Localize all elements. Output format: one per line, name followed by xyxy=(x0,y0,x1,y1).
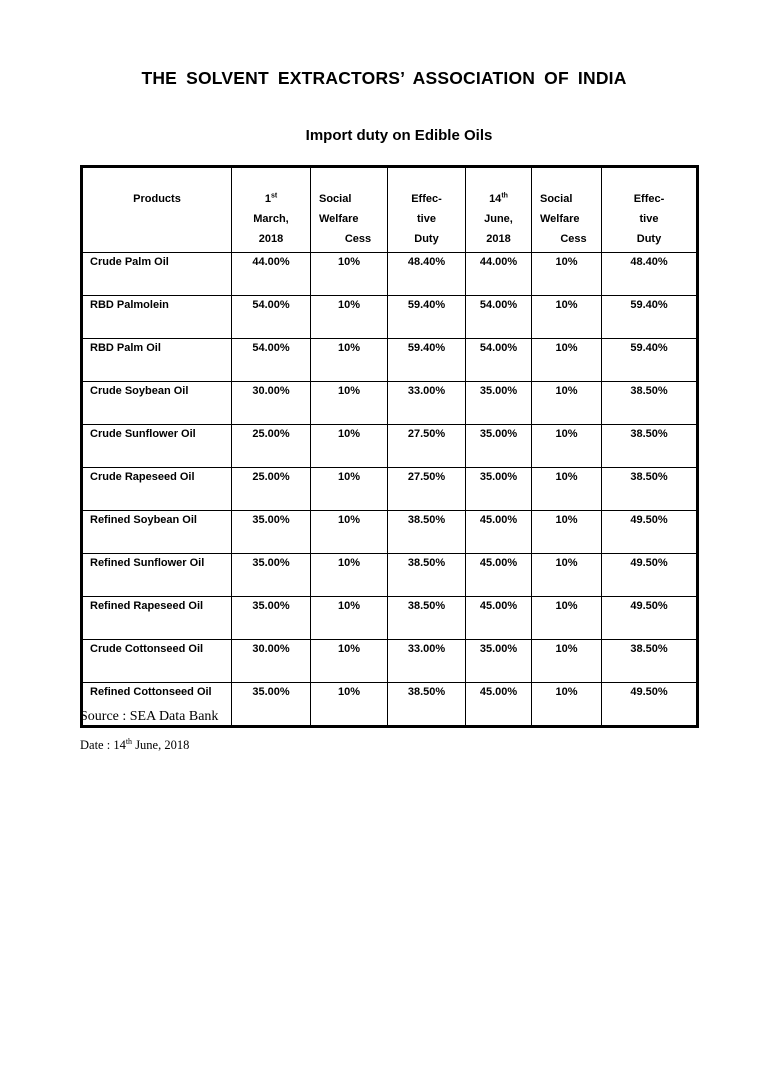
date-note: Date : 14th June, 2018 xyxy=(80,736,190,752)
cell-cess2: 10% xyxy=(532,511,602,554)
table-row xyxy=(82,511,698,554)
cell-eff2: 49.50% xyxy=(602,683,698,727)
header-social-welfare-cess-2: Social Welfare Cess xyxy=(532,167,602,253)
cell-eff1: 33.00% xyxy=(388,382,466,425)
cell-june: 45.00% xyxy=(466,683,532,727)
cell-cess1: 10% xyxy=(311,382,388,425)
cell-march: 54.00% xyxy=(232,339,311,382)
header-social-welfare-cess-1: Social Welfare Cess xyxy=(311,167,388,253)
source-note: Source : SEA Data Bank xyxy=(80,709,219,724)
cell-product: Crude Soybean Oil xyxy=(82,382,232,425)
table-row xyxy=(82,382,698,425)
cell-march: 25.00% xyxy=(232,425,311,468)
cell-eff1: 59.40% xyxy=(388,296,466,339)
header-products: Products xyxy=(82,167,232,253)
cell-cess2: 10% xyxy=(532,554,602,597)
cell-cess1: 10% xyxy=(311,554,388,597)
cell-cess2: 10% xyxy=(532,683,602,727)
cell-march: 35.00% xyxy=(232,554,311,597)
cell-eff1: 33.00% xyxy=(388,640,466,683)
cell-cess2: 10% xyxy=(532,296,602,339)
cell-product: Crude Cottonseed Oil xyxy=(82,640,232,683)
cell-june: 45.00% xyxy=(466,597,532,640)
cell-march: 30.00% xyxy=(232,640,311,683)
cell-cess2: 10% xyxy=(532,253,602,296)
import-duty-table xyxy=(80,165,699,728)
cell-march: 35.00% xyxy=(232,511,311,554)
cell-product: Crude Rapeseed Oil xyxy=(82,468,232,511)
cell-cess1: 10% xyxy=(311,425,388,468)
cell-june: 54.00% xyxy=(466,296,532,339)
cell-cess1: 10% xyxy=(311,683,388,727)
cell-cess2: 10% xyxy=(532,425,602,468)
cell-product: RBD Palm Oil xyxy=(82,339,232,382)
cell-june: 35.00% xyxy=(466,468,532,511)
table-title xyxy=(0,127,768,144)
header-effective-duty-1: Effec- tive Duty xyxy=(388,167,466,253)
table-row xyxy=(82,253,698,296)
cell-eff1: 27.50% xyxy=(388,468,466,511)
cell-eff1: 48.40% xyxy=(388,253,466,296)
cell-march: 54.00% xyxy=(232,296,311,339)
cell-eff2: 38.50% xyxy=(602,468,698,511)
cell-eff2: 38.50% xyxy=(602,382,698,425)
header-effective-duty-2: Effec- tive Duty xyxy=(602,167,698,253)
cell-cess1: 10% xyxy=(311,253,388,296)
cell-march: 25.00% xyxy=(232,468,311,511)
cell-eff2: 38.50% xyxy=(602,425,698,468)
cell-eff2: 59.40% xyxy=(602,296,698,339)
cell-cess1: 10% xyxy=(311,296,388,339)
cell-cess2: 10% xyxy=(532,640,602,683)
table-row xyxy=(82,296,698,339)
cell-product: Crude Palm Oil xyxy=(82,253,232,296)
cell-june: 45.00% xyxy=(466,554,532,597)
table-row xyxy=(82,425,698,468)
table-header-row xyxy=(82,167,698,253)
table-row xyxy=(82,468,698,511)
cell-eff1: 38.50% xyxy=(388,511,466,554)
cell-cess2: 10% xyxy=(532,468,602,511)
cell-june: 35.00% xyxy=(466,425,532,468)
cell-eff1: 38.50% xyxy=(388,597,466,640)
table-row xyxy=(82,640,698,683)
cell-march: 35.00% xyxy=(232,597,311,640)
header-march-duty: 1st March, 2018 xyxy=(232,167,311,253)
cell-eff2: 49.50% xyxy=(602,511,698,554)
cell-product: Crude Sunflower Oil xyxy=(82,425,232,468)
cell-eff1: 59.40% xyxy=(388,339,466,382)
cell-cess2: 10% xyxy=(532,339,602,382)
cell-eff2: 49.50% xyxy=(602,554,698,597)
cell-cess1: 10% xyxy=(311,468,388,511)
cell-march: 44.00% xyxy=(232,253,311,296)
table-title-text: Import duty on Edible Oils xyxy=(305,127,493,144)
cell-product: Refined Sunflower Oil xyxy=(82,554,232,597)
cell-cess1: 10% xyxy=(311,511,388,554)
cell-eff2: 49.50% xyxy=(602,597,698,640)
cell-june: 35.00% xyxy=(466,640,532,683)
document-title: THE SOLVENT EXTRACTORS’ ASSOCIATION OF INDIA xyxy=(141,68,627,88)
cell-june: 54.00% xyxy=(466,339,532,382)
cell-product: Refined Cottonseed Oil xyxy=(82,683,232,727)
cell-product: Refined Soybean Oil xyxy=(82,511,232,554)
cell-cess2: 10% xyxy=(532,597,602,640)
cell-eff1: 38.50% xyxy=(388,683,466,727)
header-june-duty: 14th June, 2018 xyxy=(466,167,532,253)
cell-march: 30.00% xyxy=(232,382,311,425)
cell-june: 35.00% xyxy=(466,382,532,425)
cell-product: Refined Rapeseed Oil xyxy=(82,597,232,640)
cell-eff1: 38.50% xyxy=(388,554,466,597)
cell-eff2: 59.40% xyxy=(602,339,698,382)
cell-cess2: 10% xyxy=(532,382,602,425)
cell-cess1: 10% xyxy=(311,339,388,382)
table-row xyxy=(82,339,698,382)
table-row xyxy=(82,554,698,597)
cell-product: RBD Palmolein xyxy=(82,296,232,339)
cell-eff2: 38.50% xyxy=(602,640,698,683)
cell-cess1: 10% xyxy=(311,597,388,640)
cell-eff1: 27.50% xyxy=(388,425,466,468)
cell-cess1: 10% xyxy=(311,640,388,683)
cell-june: 45.00% xyxy=(466,511,532,554)
table-row xyxy=(82,597,698,640)
cell-eff2: 48.40% xyxy=(602,253,698,296)
cell-march: 35.00% xyxy=(232,683,311,727)
cell-june: 44.00% xyxy=(466,253,532,296)
